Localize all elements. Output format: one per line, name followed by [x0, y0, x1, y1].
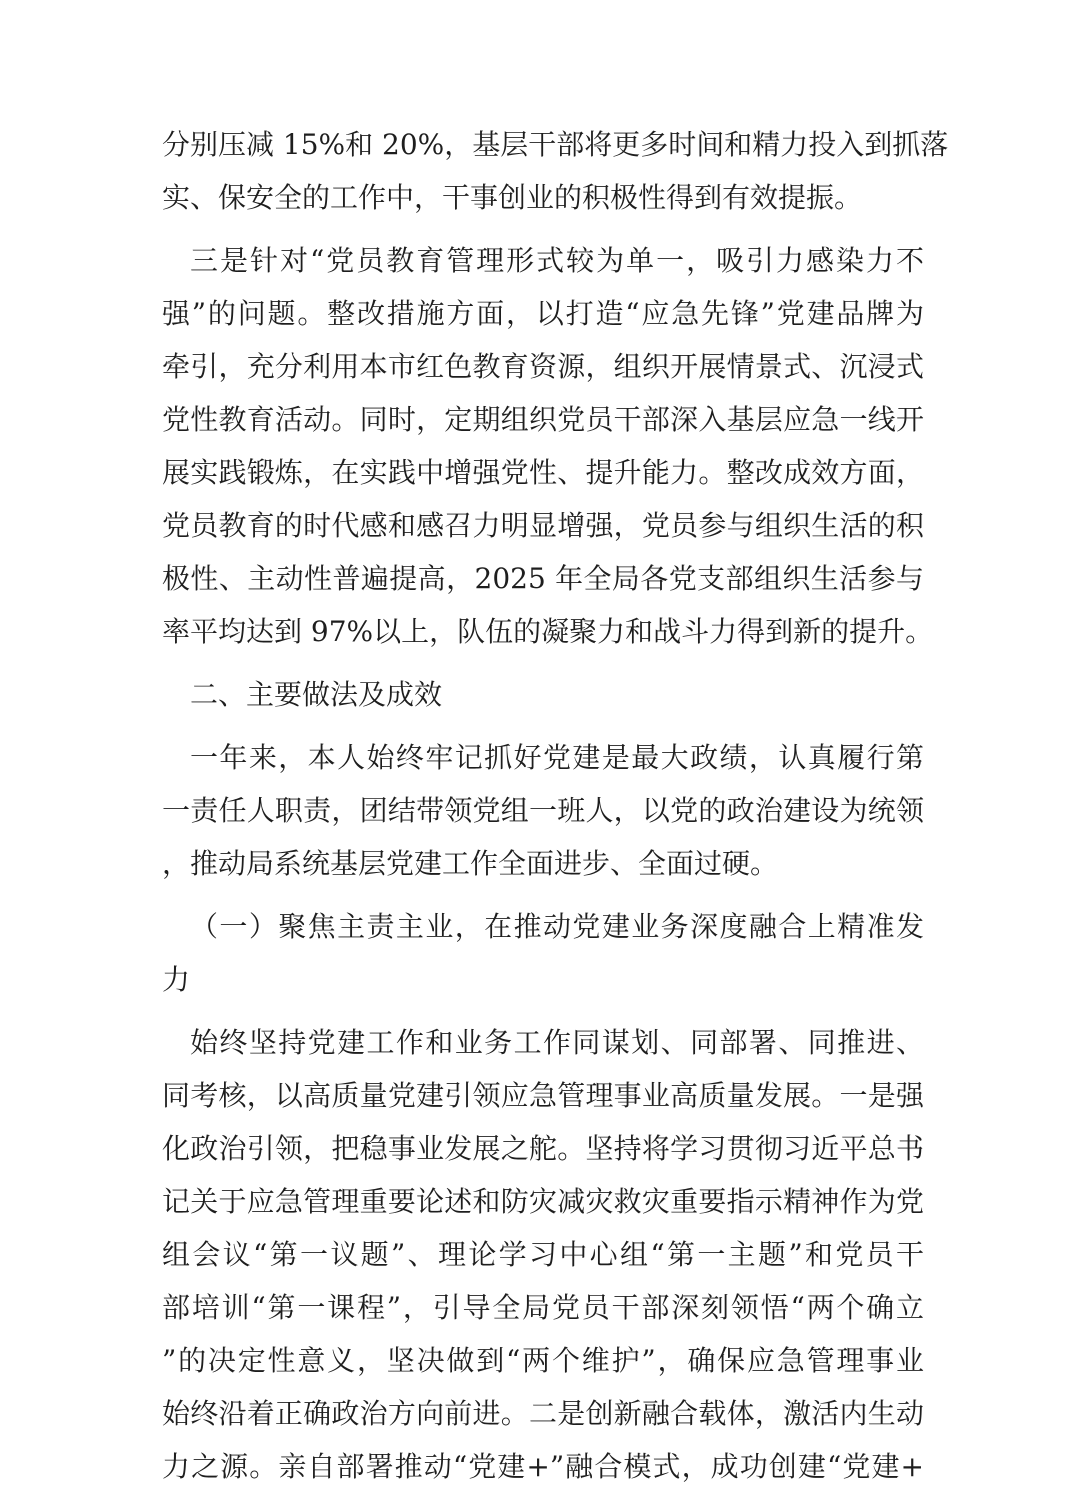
text-line: ，推动局系统基层党建工作全面进步、全面过硬。 [162, 847, 779, 880]
text-line: 分别压减 15%和 20%，基层干部将更多时间和精力投入到抓落 [162, 128, 949, 161]
text-line: 实、保安全的工作中，干事创业的积极性得到有效提振。 [162, 181, 863, 214]
text-line: 党性教育活动。同时，定期组织党员干部深入基层应急一线开 [162, 403, 924, 436]
text-line: 党员教育的时代感和感召力明显增强，党员参与组织生活的积 [162, 509, 924, 542]
text-line: 同考核，以高质量党建引领应急管理事业高质量发展。一是强 [162, 1079, 924, 1112]
text-line: 化政治引领，把稳事业发展之舵。坚持将学习贯彻习近平总书 [162, 1132, 924, 1165]
text-line: ”的决定性意义，坚决做到“两个维护”，确保应急管理事业 [162, 1344, 924, 1377]
paragraph [162, 118, 949, 224]
text-line: 一年来，本人始终牢记抓好党建是最大政绩，认真履行第 [190, 741, 924, 774]
text-line: 始终沿着正确政治方向前进。二是创新融合载体，激活内生动 [162, 1397, 924, 1430]
text-line: 力 [162, 963, 191, 996]
subsection-heading [162, 900, 924, 1006]
text-line: 强”的问题。整改措施方面，以打造“应急先锋”党建品牌为 [162, 297, 924, 330]
text-line: 牵引，充分利用本市红色教育资源，组织开展情景式、沉浸式 [162, 350, 924, 383]
text-line: 力之源。亲自部署推动“党建+”融合模式，成功创建“党建+ [162, 1450, 924, 1483]
text-line: 二、主要做法及成效 [190, 678, 443, 711]
paragraph [162, 234, 934, 658]
text-line: 极性、主动性普遍提高，2025 年全局各党支部组织生活参与 [162, 562, 924, 595]
paragraph [162, 1016, 924, 1493]
paragraph [162, 731, 924, 890]
text-line: 部培训“第一课程”，引导全局党员干部深刻领悟“两个确立 [162, 1291, 924, 1324]
text-line: 组会议“第一议题”、理论学习中心组“第一主题”和党员干 [162, 1238, 924, 1271]
text-line: 三是针对“党员教育管理形式较为单一，吸引力感染力不 [190, 244, 924, 277]
text-line: 始终坚持党建工作和业务工作同谋划、同部署、同推进、 [190, 1026, 924, 1059]
section-heading [162, 668, 924, 721]
text-line: （一）聚焦主责主业，在推动党建业务深度融合上精准发 [190, 910, 924, 943]
text-line: 记关于应急管理重要论述和防灾减灾救灾重要指示精神作为党 [162, 1185, 924, 1218]
document-page [162, 118, 949, 1493]
text-line: 展实践锻炼，在实践中增强党性、提升能力。整改成效方面， [162, 456, 924, 489]
text-line: 一责任人职责，团结带领党组一班人，以党的政治建设为统领 [162, 794, 924, 827]
text-line: 率平均达到 97%以上，队伍的凝聚力和战斗力得到新的提升。 [162, 615, 934, 648]
